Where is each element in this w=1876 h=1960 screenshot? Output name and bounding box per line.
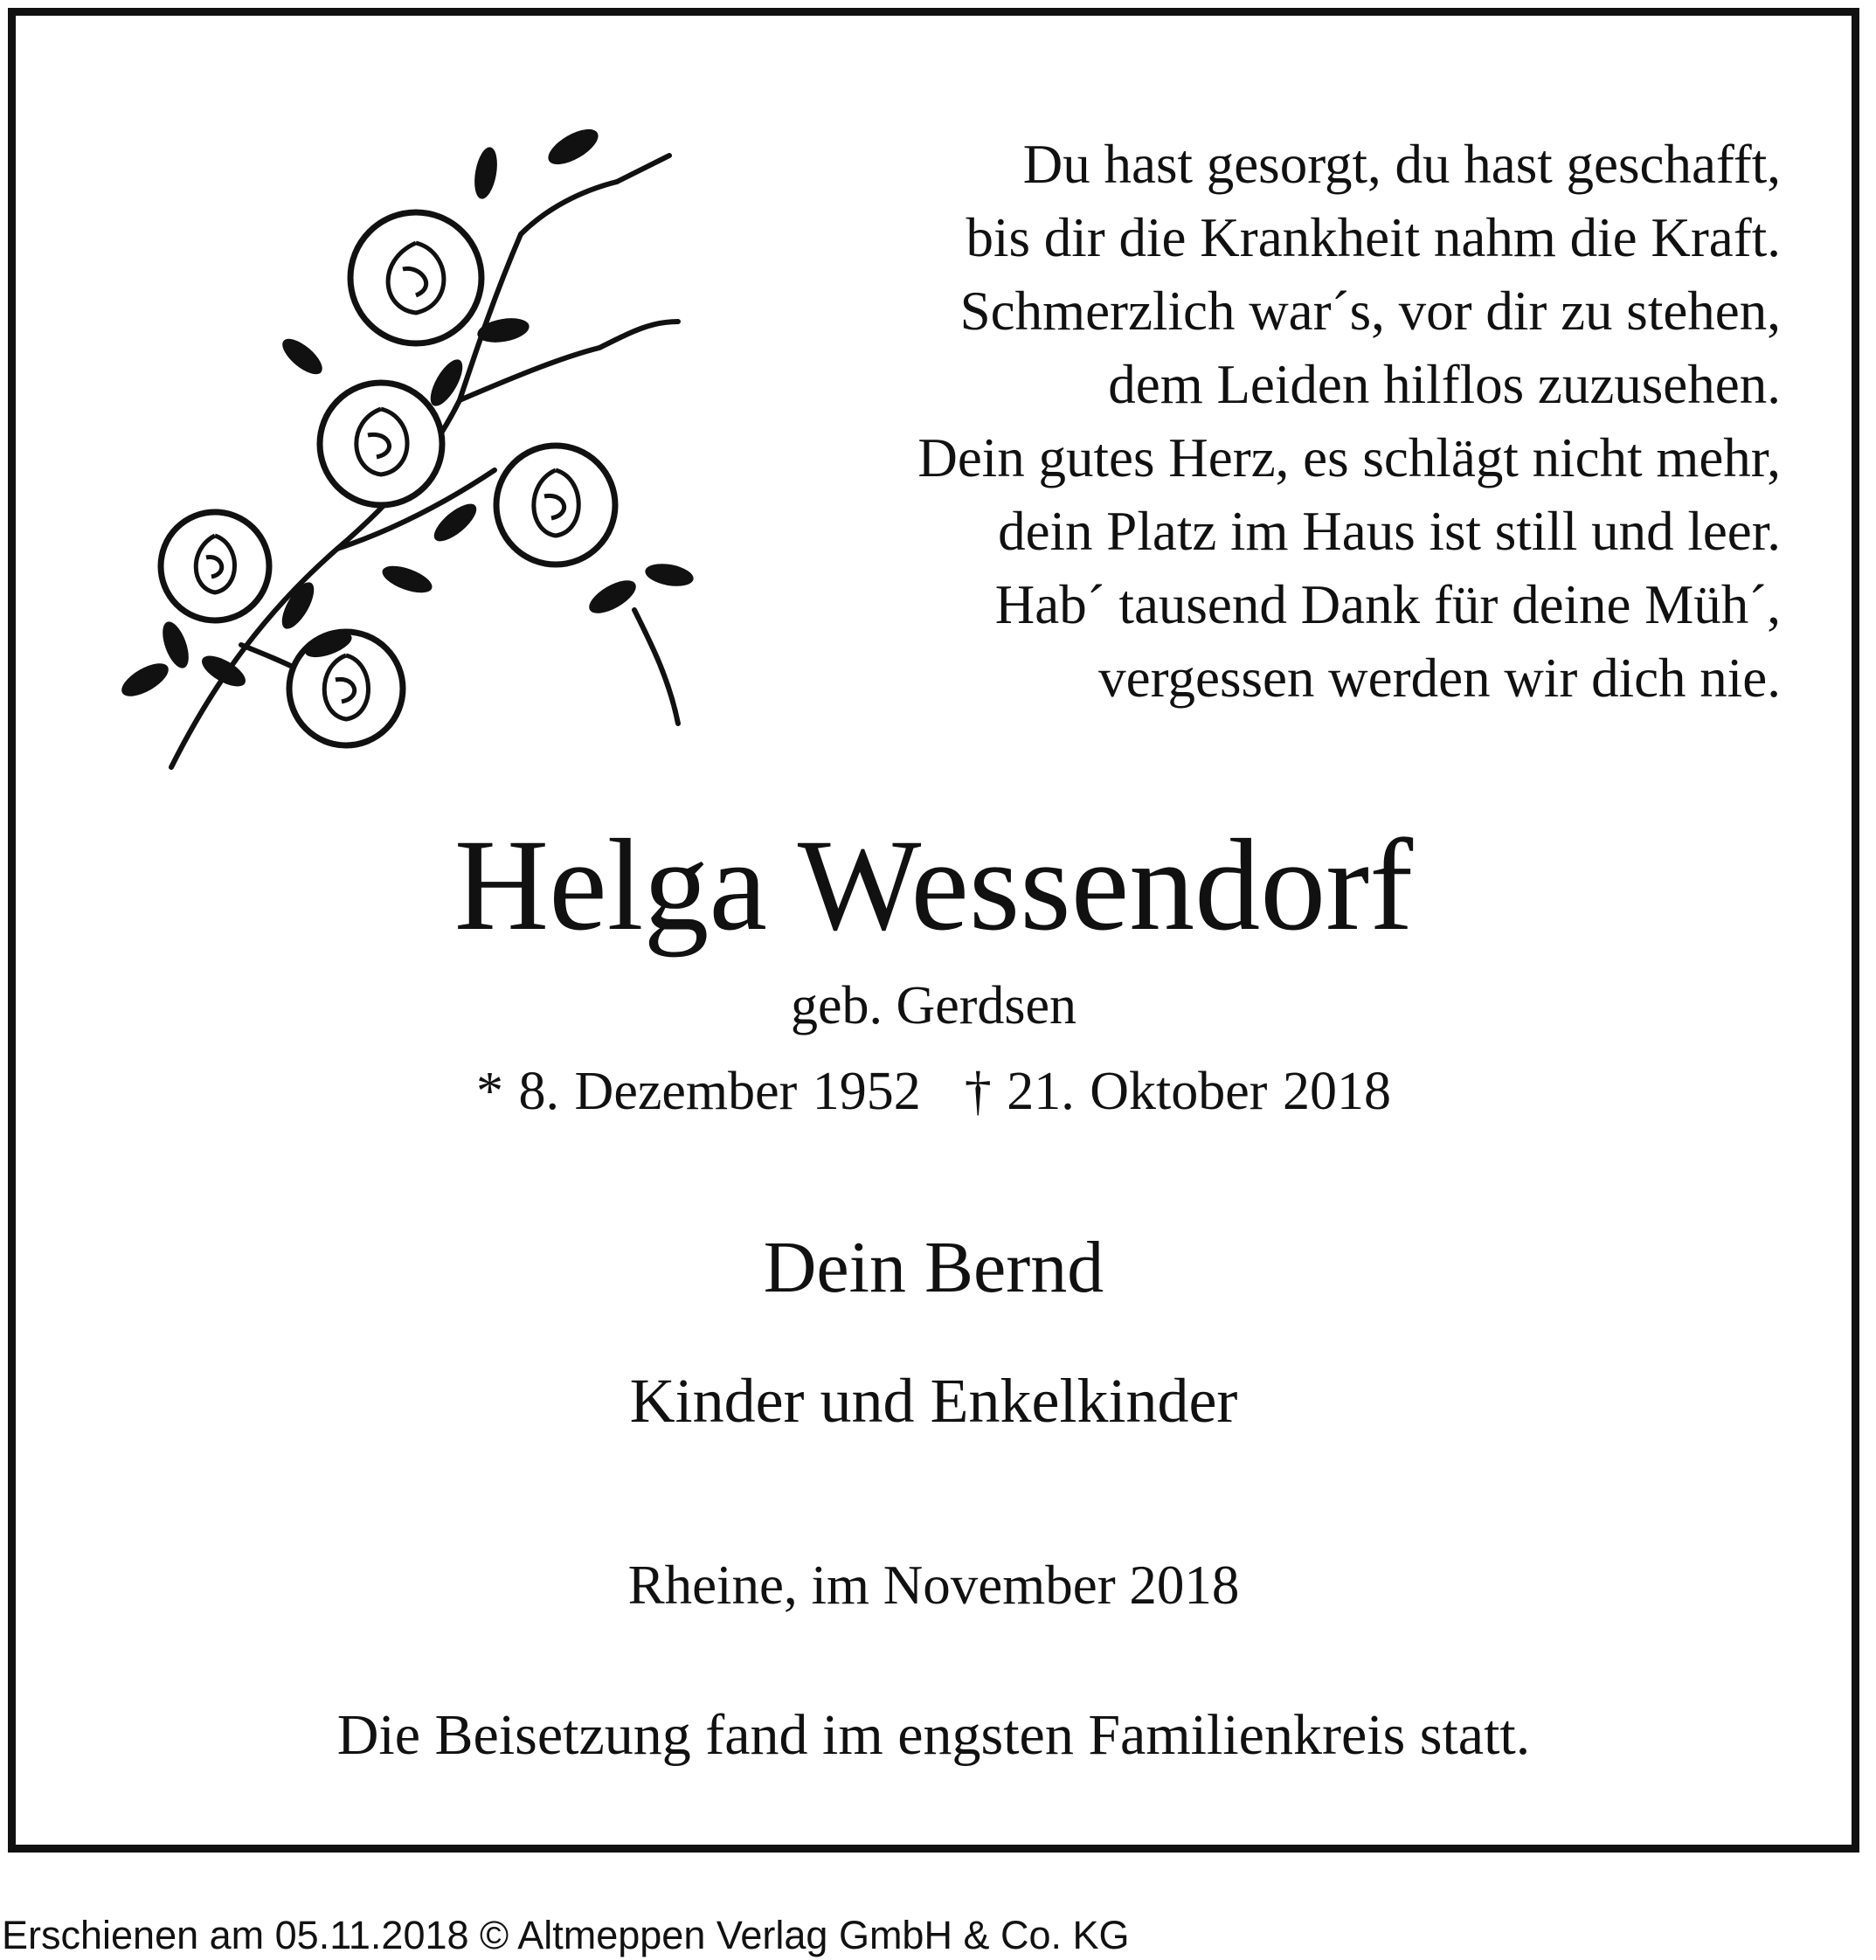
- poem-line: Hab´ tausend Dank für deine Müh´,: [994, 574, 1781, 635]
- poem-line: Schmerzlich war´s, vor dir zu stehen,: [959, 280, 1781, 342]
- maiden-name: geb. Gerdsen: [790, 976, 1077, 1035]
- burial-note: Die Beisetzung fand im engsten Familienkreis statt.: [336, 1703, 1531, 1767]
- publication-footer: Erschienen am 05.11.2018 © Altmeppen Verlag GmbH & Co. KG: [2, 1913, 1130, 1957]
- poem-line: dein Platz im Haus ist still und leer.: [998, 501, 1781, 562]
- poem-line: Du hast gesorgt, du hast geschafft,: [1022, 134, 1781, 195]
- poem: [732, 128, 1781, 715]
- poem-line: Dein gutes Herz, es schlägt nicht mehr,: [917, 427, 1781, 488]
- place-date: Rheine, im November 2018: [627, 1555, 1240, 1616]
- death-date: † 21. Oktober 2018: [964, 1062, 1391, 1121]
- life-dates: [16, 1058, 1852, 1125]
- obituary-card: [8, 8, 1859, 1853]
- poem-line: dem Leiden hilflos zuzusehen.: [1108, 354, 1781, 415]
- poem-line: bis dir die Krankheit nahm die Kraft.: [966, 207, 1781, 268]
- rose-branch-icon: [110, 121, 713, 776]
- birth-date: * 8. Dezember 1952: [476, 1062, 921, 1121]
- poem-line: vergessen werden wir dich nie.: [1098, 648, 1781, 709]
- mourner-name: Dein Bernd: [763, 1227, 1104, 1308]
- deceased-name: Helga Wessendorf: [453, 813, 1414, 958]
- family-line: Kinder und Enkelkinder: [629, 1366, 1238, 1436]
